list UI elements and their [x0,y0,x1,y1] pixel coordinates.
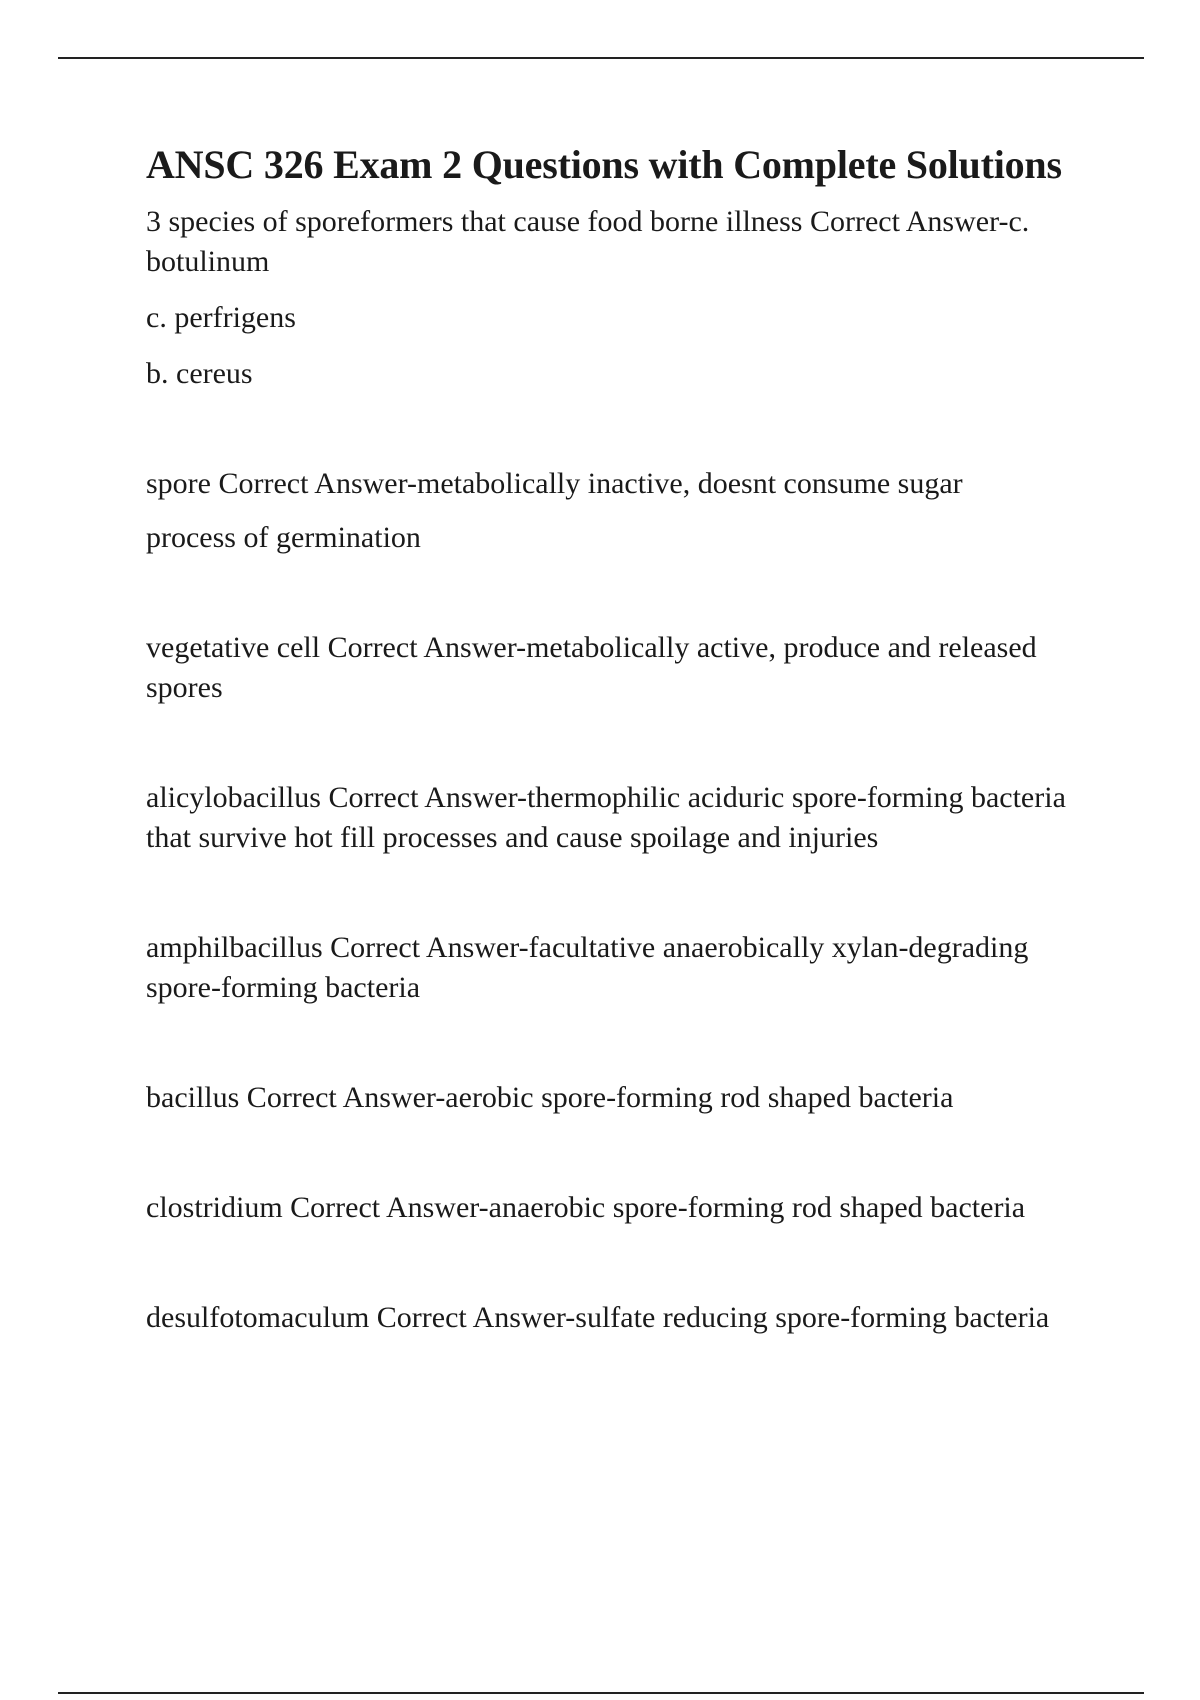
answer-paragraph: desulfotomaculum Correct Answer-sulfate reducing spore-forming bacteria [146,1301,1050,1334]
answer-paragraph: b. cereus [146,357,253,390]
answer-paragraph: amphilbacillus Correct Answer-facultative anaerobically xylan-degrading spore-forming bacteria [146,931,1029,1004]
header-rule [58,57,1144,59]
answer-paragraph: process of germination [146,521,421,554]
answer-paragraph: bacillus Correct Answer-aerobic spore-forming rod shaped bacteria [146,1081,954,1114]
answer-paragraph: alicylobacillus Correct Answer-thermophilic aciduric spore-forming bacteria that survive hot fill processes and cause spoilage and injuries [146,781,1066,854]
document-body [146,140,1086,1338]
page-title: ANSC 326 Exam 2 Questions with Complete Solutions [146,142,1062,187]
answer-paragraph: vegetative cell Correct Answer-metabolically active, produce and released spores [146,631,1037,704]
footer-rule [58,1692,1144,1694]
answer-paragraph: clostridium Correct Answer-anaerobic spore-forming rod shaped bacteria [146,1191,1026,1224]
answer-paragraph: spore Correct Answer-metabolically inactive, doesnt consume sugar [146,467,963,500]
answer-paragraph: 3 species of sporeformers that cause food borne illness Correct Answer-c. botulinum [146,205,1030,278]
answer-paragraph: c. perfrigens [146,301,296,334]
